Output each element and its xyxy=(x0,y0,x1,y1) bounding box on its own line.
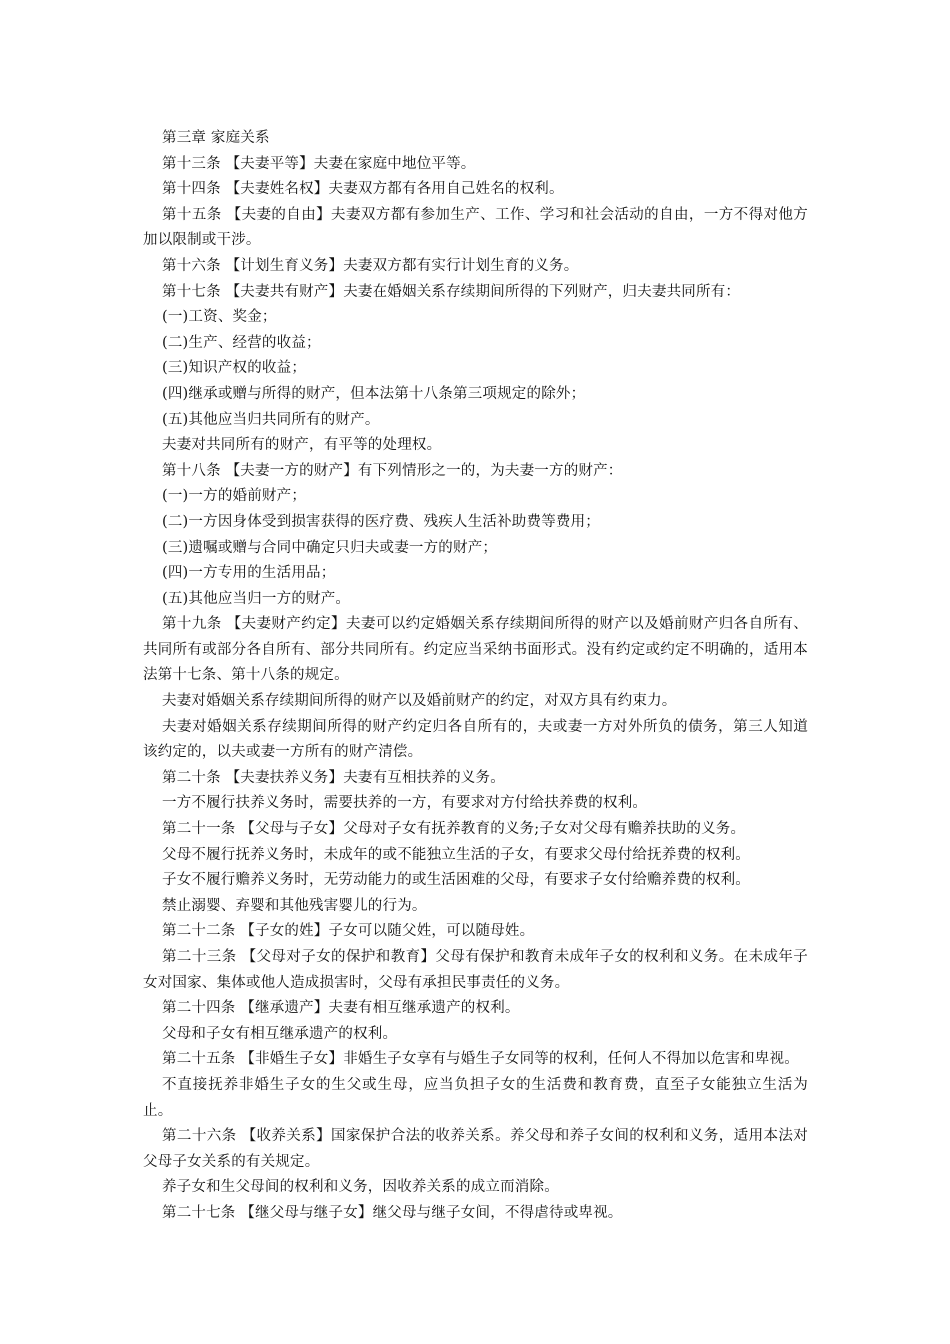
chapter-heading: 第三章 家庭关系 xyxy=(162,130,270,146)
article-20-clause-2: 一方不履行扶养义务时，需要扶养的一方，有要求对方付给扶养费的权利。 xyxy=(162,795,648,812)
article-21-clause-2: 父母不履行抚养义务时，未成年的或不能独立生活的子女，有要求父母付给抚养费的权利。 xyxy=(162,846,750,863)
article-21-clause-3: 子女不履行赡养义务时，无劳动能力的或生活困难的父母，有要求子女付给赡养费的权利。 xyxy=(162,872,750,889)
article-18-item-3: (三)遗嘱或赠与合同中确定只归夫或妻一方的财产； xyxy=(162,539,498,556)
article-18: 第十八条 【夫妻一方的财产】有下列情形之一的，为夫妻一方的财产： xyxy=(162,462,623,479)
article-17-item-5: (五)其他应当归共同所有的财产。 xyxy=(162,411,380,428)
article-15: 第十五条 【夫妻的自由】夫妻双方都有参加生产、工作、学习和社会活动的自由，一方不得对他方加以限制或干涉。 xyxy=(143,206,808,249)
article-18-item-2: (二)一方因身体受到损害获得的医疗费、残疾人生活补助费等费用； xyxy=(162,513,601,530)
article-22: 第二十二条 【子女的姓】子女可以随父姓，可以随母姓。 xyxy=(162,923,535,940)
article-25-clause-2: 不直接抚养非婚生子女的生父或生母，应当负担子女的生活费和教育费，直至子女能独立生活为止。 xyxy=(143,1076,808,1119)
article-20: 第二十条 【夫妻扶养义务】夫妻有互相扶养的义务。 xyxy=(162,769,505,786)
article-17-item-2: (二)生产、经营的收益； xyxy=(162,334,321,351)
article-21-clause-4: 禁止溺婴、弃婴和其他残害婴儿的行为。 xyxy=(162,897,427,914)
article-23: 第二十三条 【父母对子女的保护和教育】父母有保护和教育未成年子女的权利和义务。在未成年子女对国家、集体或他人造成损害时，父母有承担民事责任的义务。 xyxy=(143,949,808,991)
document-body xyxy=(143,126,808,1227)
article-24-clause-2: 父母和子女有相互继承遗产的权利。 xyxy=(162,1025,398,1042)
article-17-item-4: (四)继承或赠与所得的财产，但本法第十八条第三项规定的除外； xyxy=(162,385,586,402)
article-17-item-3: (三)知识产权的收益； xyxy=(162,360,307,377)
article-17-clause-2: 夫妻对共同所有的财产，有平等的处理权。 xyxy=(162,437,442,454)
article-19-clause-2: 夫妻对婚姻关系存续期间所得的财产以及婚前财产的约定，对双方具有约束力。 xyxy=(162,693,677,710)
article-13: 第十三条 【夫妻平等】夫妻在家庭中地位平等。 xyxy=(162,155,476,172)
article-25: 第二十五条 【非婚生子女】非婚生子女享有与婚生子女同等的权利，任何人不得加以危害和卑视。 xyxy=(162,1051,799,1068)
article-17-item-1: (一)工资、奖金； xyxy=(162,309,277,326)
article-18-item-1: (一)一方的婚前财产； xyxy=(162,488,307,505)
article-16: 第十六条 【计划生育义务】夫妻双方都有实行计划生育的义务。 xyxy=(162,257,579,274)
article-21: 第二十一条 【父母与子女】父母对子女有抚养教育的义务;子女对父母有赡养扶助的义务。 xyxy=(162,821,746,838)
article-18-item-4: (四)一方专用的生活用品； xyxy=(162,565,336,582)
article-26-clause-2: 养子女和生父母间的权利和义务，因收养关系的成立而消除。 xyxy=(162,1179,559,1196)
article-19-clause-3: 夫妻对婚姻关系存续期间所得的财产约定归各自所有的，夫或妻一方对外所负的债务，第三人知道该约定的，以夫或妻一方所有的财产清偿。 xyxy=(143,718,808,761)
article-26: 第二十六条 【收养关系】国家保护合法的收养关系。养父母和养子女间的权利和义务，适用本法对父母子女关系的有关规定。 xyxy=(143,1128,808,1170)
article-18-item-5: (五)其他应当归一方的财产。 xyxy=(162,590,351,607)
article-14: 第十四条 【夫妻姓名权】夫妻双方都有各用自己姓名的权利。 xyxy=(162,181,564,198)
article-17: 第十七条 【夫妻共有财产】夫妻在婚姻关系存续期间所得的下列财产，归夫妻共同所有： xyxy=(162,283,741,300)
article-24: 第二十四条 【继承遗产】夫妻有相互继承遗产的权利。 xyxy=(162,1000,520,1017)
article-27: 第二十七条 【继父母与继子女】继父母与继子女间，不得虐待或卑视。 xyxy=(162,1204,623,1221)
article-19: 第十九条 【夫妻财产约定】夫妻可以约定婚姻关系存续期间所得的财产以及婚前财产归各自所有、共同所有或部分各自所有、部分共同所有。约定应当采纳书面形式。没有约定或约定不明确的，适用本法第十七条、第十八条的规定。 xyxy=(143,616,808,684)
